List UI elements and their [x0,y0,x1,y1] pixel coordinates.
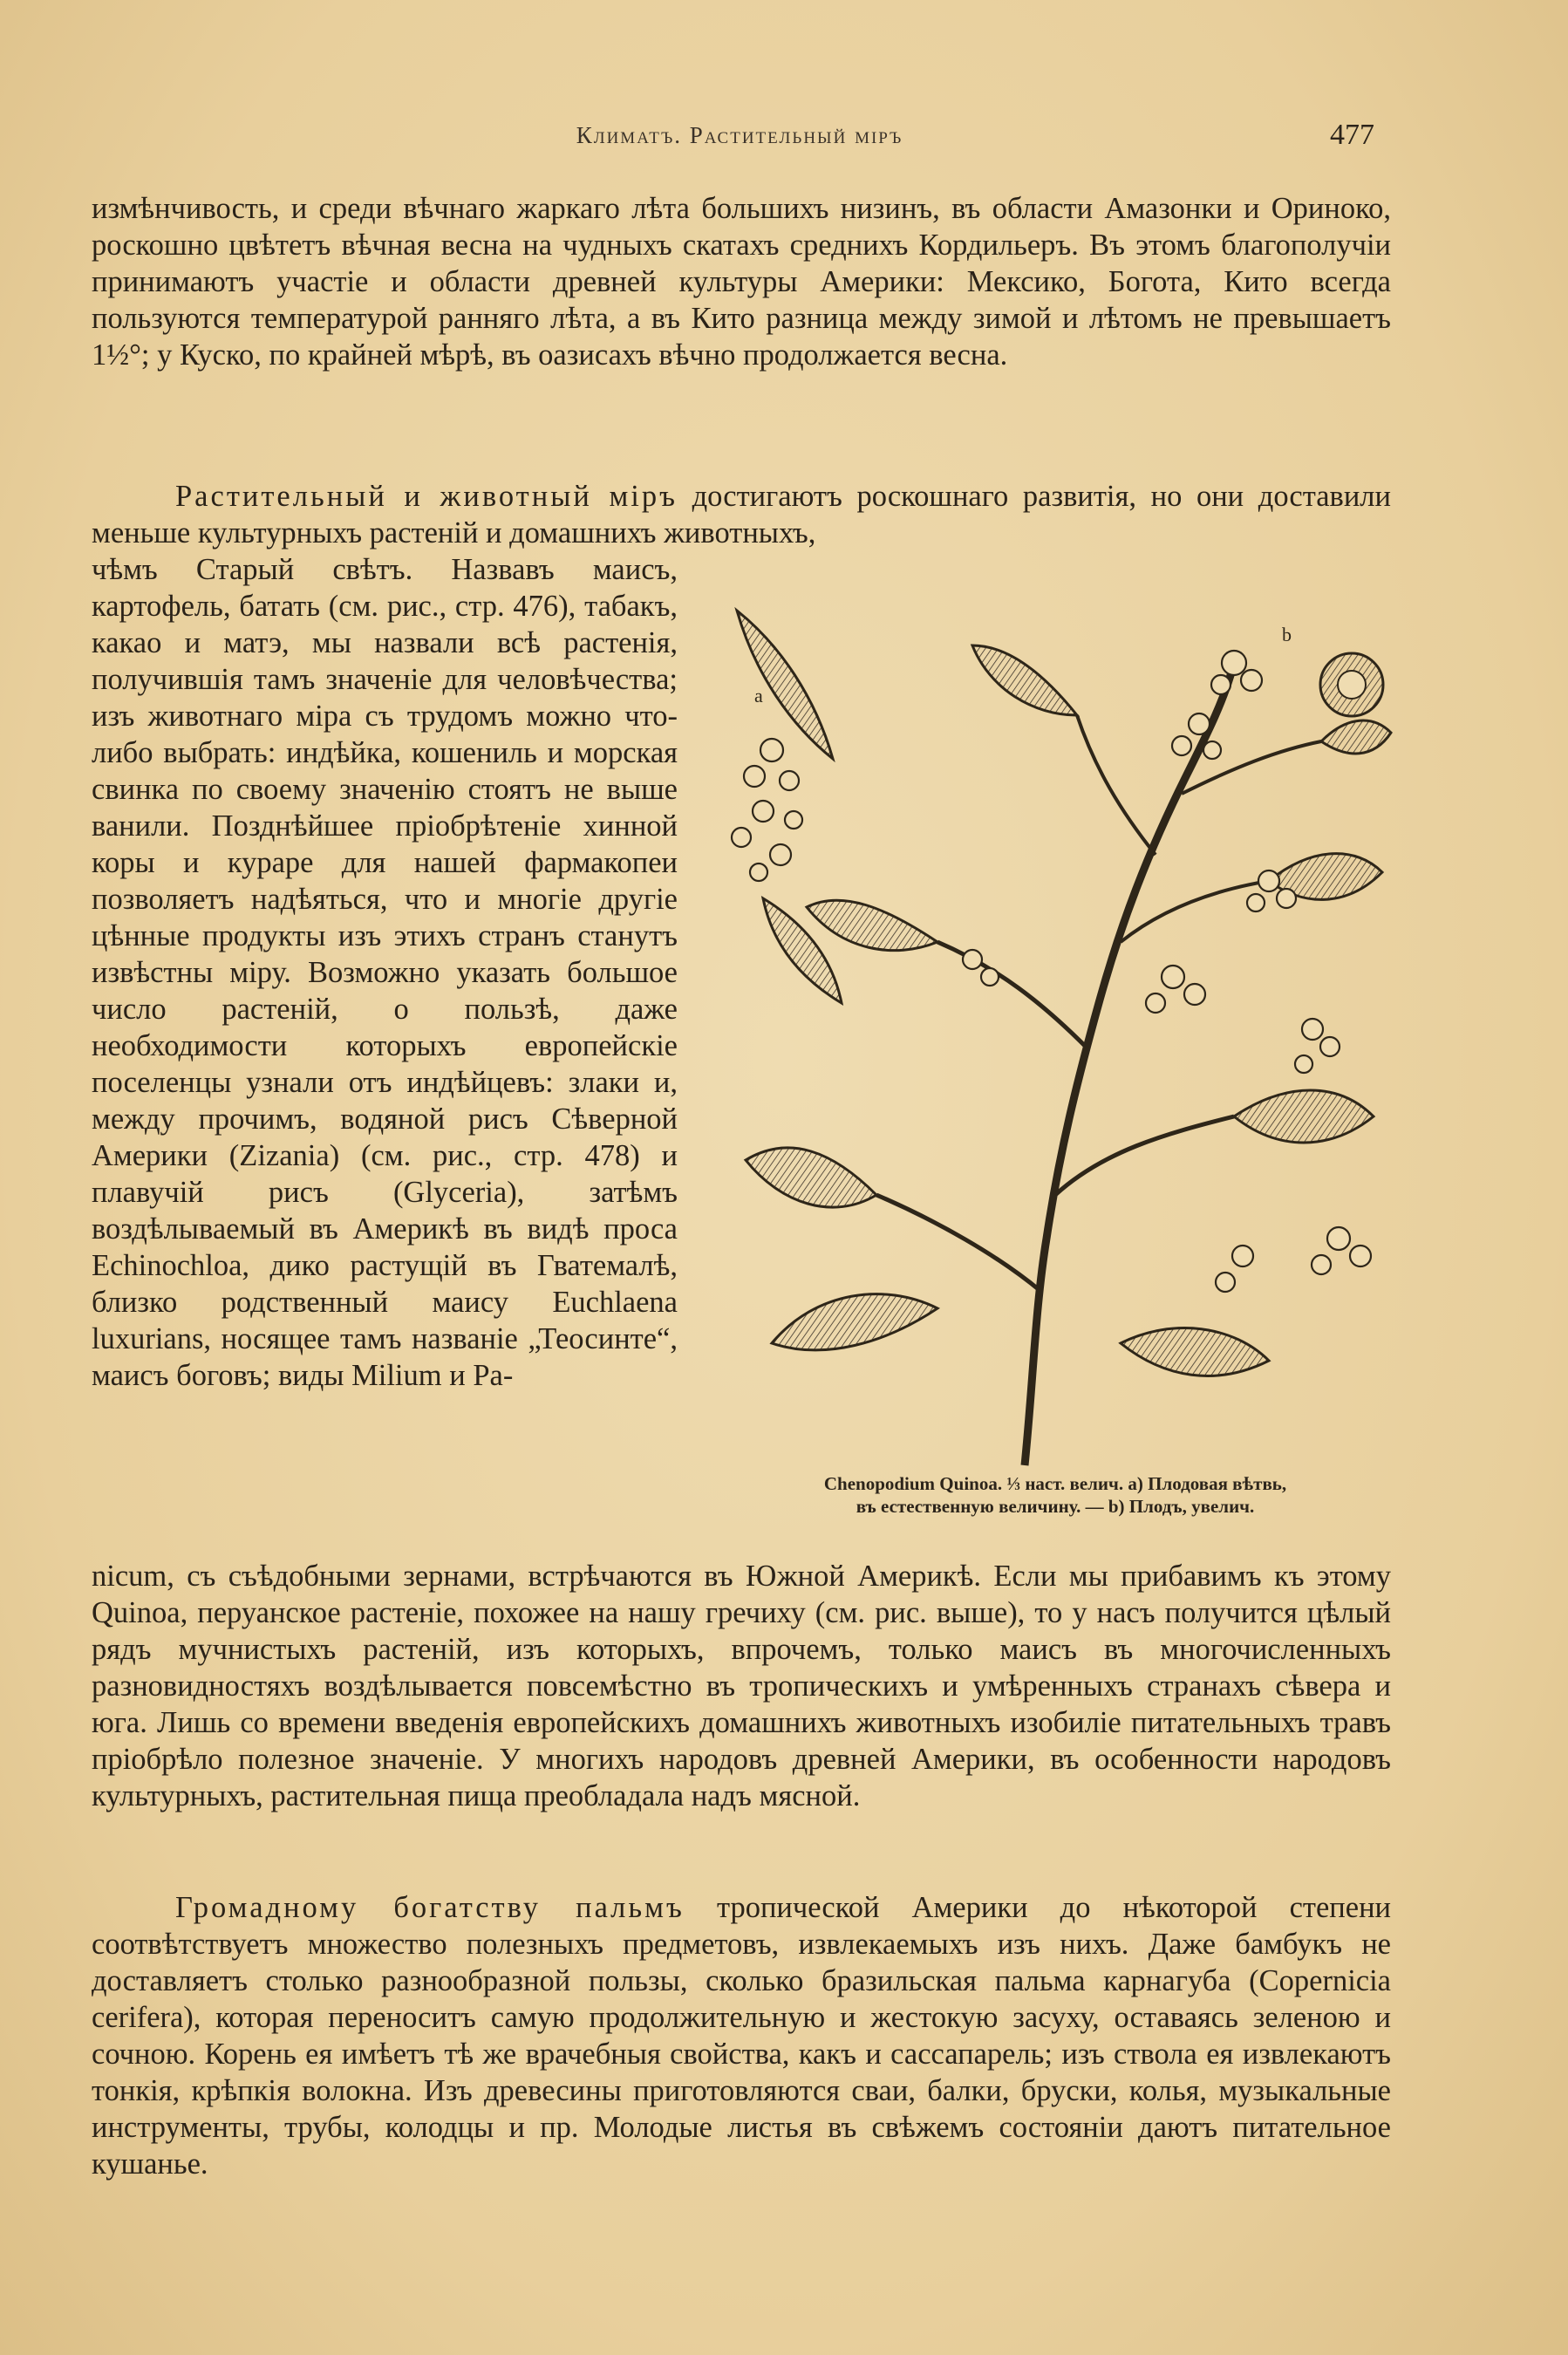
quinoa-illustration [711,593,1400,1474]
paragraph-text: nicum, съ съѣдобными зернами, встрѣчаются въ Южной Америкѣ. Если мы прибавимъ къ этому Quinoa, перуанское растеніе, похожее на нашу гречиху (см. рис. выше), то у насъ получится цѣлый рядъ мучнистыхъ растеній, изъ которыхъ, впрочемъ, только маисъ въ многочисленныхъ разновидностяхъ воздѣлывается повсемѣстно въ тропическихъ и умѣренныхъ странахъ сѣвера и юга. Лишь со времени введенія европейскихъ домашнихъ животныхъ изобиліе питательныхъ травъ пріобрѣло полезное значеніе. У многихъ народовъ древней Америки, въ особенности народовъ культурныхъ, растительная пища преобладала надъ мясной. [92,1560,1391,1812]
paragraph-climate [92,190,1391,373]
paragraph-text: достигаютъ роскошнаго развитія, но они доставили меньше культурныхъ растеній и домашнихъ животныхъ, [92,480,1391,550]
running-head: Климатъ. Растительный міръ [576,122,903,148]
figure-caption [711,1472,1400,1518]
spaced-lead-phrase: Громадному богатству пальмъ [175,1891,685,1924]
caption-line: въ естественную величину. — b) Плодъ, увелич. [856,1496,1255,1517]
caption-line: Chenopodium Quinoa. ⅓ наст. велич. a) Плодовая вѣтвь, [823,1473,1287,1494]
paragraph-flora-fauna-continued [92,1558,1391,1814]
page-header [0,119,1568,157]
paragraph-text: измѣнчивость, и среди вѣчнаго жаркаго лѣта большихъ низинъ, въ области Амазонки и Ориноко, роскошно цвѣтетъ вѣчная весна на чудныхъ скатахъ среднихъ Кордильеръ. Въ этомъ благополучіи принимаютъ участіе и области древней культуры Америки: Мексико, Богота, Кито всегда пользуются температурой ранняго лѣта, а въ Кито разница между зимой и лѣтомъ не превышаетъ 1½°; у Куско, по крайней мѣрѣ, въ оазисахъ вѣчно продолжается весна. [92,192,1391,372]
paragraph-text: тропической Америки до нѣкоторой степени соотвѣтствуетъ множество полезныхъ предметовъ, извлекаемыхъ изъ нихъ. Даже бамбукъ не доставляетъ столько разнообразной пользы, сколько бразильская пальма карнагуба (Copernicia cerifera), которая переноситъ самую продолжительную и жестокую засуху, оставаясь зеленою и сочною. Корень ея имѣетъ тѣ же врачебныя свойства, какъ и сассапарель; изъ ствола ея извлекаютъ тонкія, крѣпкія волокна. Изъ древесины приготовляются сваи, балки, бруски, колья, музыкальные инструменты, трубы, колодцы и пр. Молодые листья въ свѣжемъ состояніи даютъ питательное кушанье. [92,1891,1391,2181]
spaced-lead-phrase: Растительный и животный міръ [175,480,678,513]
fruit-detail-b [1320,653,1383,716]
paragraph-flora-fauna-column [92,551,678,1394]
quinoa-engraving [711,593,1400,1474]
paragraph-palms [92,1889,1391,2182]
paragraph-text: чѣмъ Старый свѣтъ. Назвавъ маисъ, картофель, батать (см. рис., стр. 476), табакъ, какао и матэ, мы назвали всѣ растенія, получившія тамъ значеніе для человѣчества; изъ животнаго міра съ трудомъ можно что-либо выбрать: индѣйка, кошениль и морская свинка по своему значенію стоятъ не выше ванили. Позднѣйшее пріобрѣтеніе хинной коры и кураре для нашей фармакопеи позволяетъ надѣяться, что и многіе другіе цѣнные продукты изъ этихъ странъ станутъ извѣстны міру. Возможно указать большое число растеній, о пользѣ, даже необходимости которыхъ европейскіе поселенцы узнали отъ индѣйцевъ: злаки и, между прочимъ, водяной рисъ Сѣверной Америки (Zizania) (см. рис., стр. 478) и плавучій рисъ (Glyceria), затѣмъ воздѣлываемый въ Америкѣ въ видѣ проса Echinochloa, дико растущій въ Гватемалѣ, близко родственный маису Euchlaena luxurians, носящее тамъ названіе „Теосинте“, маисъ боговъ; виды Milium и Pa- [92,553,678,1392]
figure-label-b: b [1282,624,1292,645]
paragraph-flora-fauna-intro [92,478,1391,551]
figure-label-a: a [754,685,763,706]
page-number: 477 [1330,119,1374,151]
